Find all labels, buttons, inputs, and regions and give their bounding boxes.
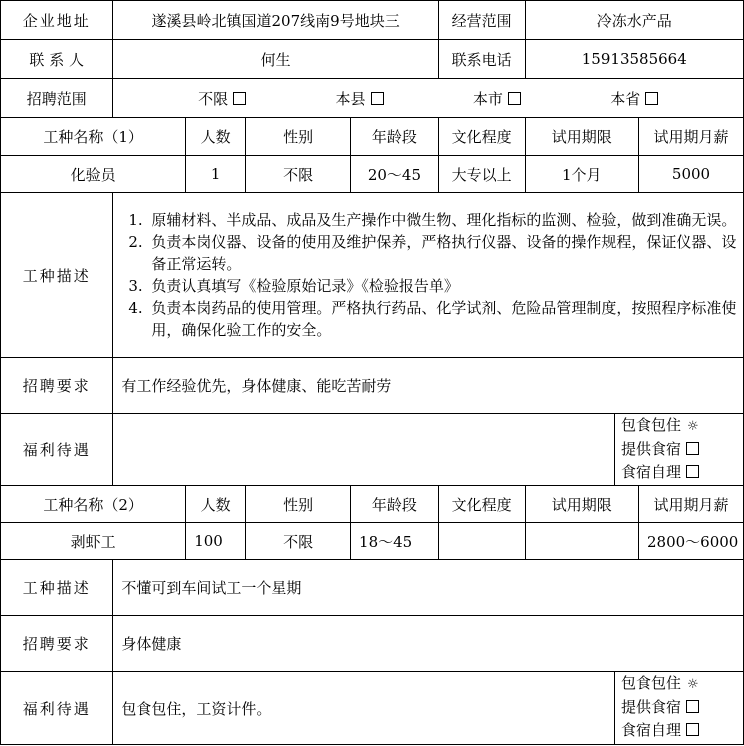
job1-count: 1 xyxy=(186,156,246,193)
job2-age: 18～45 xyxy=(351,523,439,560)
col-education: 文化程度 xyxy=(438,486,525,523)
col-gender: 性别 xyxy=(246,486,351,523)
job2-benefit-options xyxy=(614,672,743,744)
col-age: 年龄段 xyxy=(351,118,439,156)
col-count: 人数 xyxy=(186,118,246,156)
col-probation-salary: 试用期月薪 xyxy=(639,118,744,156)
col-probation-salary: 试用期月薪 xyxy=(639,486,744,523)
benefit-option-room-board[interactable]: 包食包住 ☼ xyxy=(621,414,743,438)
company-address-value: 遂溪县岭北镇国道207线南9号地块三 xyxy=(113,1,438,40)
job1-probation: 1个月 xyxy=(525,156,638,193)
range-option-unlimited[interactable]: 不限 xyxy=(198,88,246,109)
range-option-county[interactable]: 本县 xyxy=(335,88,383,109)
list-item: 1. 原辅材料、半成品、成品及生产操作中微生物、理化指标的监测、检验，做到准确无误。 xyxy=(147,209,737,231)
col-probation: 试用期限 xyxy=(525,118,638,156)
checkbox-icon[interactable] xyxy=(686,723,699,736)
col-probation: 试用期限 xyxy=(525,486,638,523)
job2-title-label: 工种名称（2） xyxy=(1,486,186,523)
benefit-option-provided[interactable]: 提供食宿 xyxy=(621,696,743,719)
benefit-option-self[interactable]: 食宿自理 xyxy=(621,461,743,484)
sun-icon: ☼ xyxy=(687,677,699,692)
job2-name: 剥虾工 xyxy=(1,523,186,560)
job1-req-label: 招聘要求 xyxy=(1,358,113,414)
job2-desc-label: 工种描述 xyxy=(1,560,113,616)
job2-requirements: 身体健康 xyxy=(113,616,744,672)
job2-probation-salary: 2800～6000 xyxy=(639,523,744,560)
business-scope-label: 经营范围 xyxy=(438,1,525,40)
business-scope-value: 冷冻水产品 xyxy=(525,1,743,40)
job2-benefit-label: 福利待遇 xyxy=(1,672,113,745)
range-option-city[interactable]: 本市 xyxy=(473,88,521,109)
job1-title-label: 工种名称（1） xyxy=(1,118,186,156)
col-count: 人数 xyxy=(186,486,246,523)
job1-benefit-options xyxy=(614,414,743,485)
job1-requirements: 有工作经验优先，身体健康、能吃苦耐劳 xyxy=(113,358,744,414)
checkbox-icon[interactable] xyxy=(645,92,658,105)
list-item: 4. 负责本岗药品的使用管理。严格执行药品、化学试剂、危险品管理制度，按照程序标准使用，确保化验工作的安全。 xyxy=(147,297,737,341)
benefit-option-room-board[interactable]: 包食包住 ☼ xyxy=(621,672,743,696)
company-address-label: 企业地址 xyxy=(1,1,113,40)
checkbox-icon[interactable] xyxy=(233,92,246,105)
col-education: 文化程度 xyxy=(438,118,525,156)
recruit-range-label: 招聘范围 xyxy=(1,79,113,118)
list-item: 3. 负责认真填写《检验原始记录》《检验报告单》 xyxy=(147,275,737,297)
job1-desc xyxy=(113,193,744,358)
job2-req-label: 招聘要求 xyxy=(1,616,113,672)
job2-desc: 不懂可到车间试工一个星期 xyxy=(113,560,744,616)
job2-benefit-text: 包食包住，工资计件。 xyxy=(121,699,272,718)
job2-count: 100 xyxy=(186,523,246,560)
contact-label: 联 系 人 xyxy=(1,40,113,79)
job1-probation-salary: 5000 xyxy=(639,156,744,193)
job2-benefits xyxy=(113,672,744,745)
list-item: 2. 负责本岗仪器、设备的使用及维护保养，严格执行仪器、设备的操作规程，保证仪器、设备正常运转。 xyxy=(147,231,737,275)
job1-name: 化验员 xyxy=(1,156,186,193)
checkbox-icon[interactable] xyxy=(371,92,384,105)
job2-gender: 不限 xyxy=(246,523,351,560)
job2-probation xyxy=(525,523,638,560)
job1-benefit-label: 福利待遇 xyxy=(1,414,113,486)
job1-desc-label: 工种描述 xyxy=(1,193,113,358)
col-gender: 性别 xyxy=(246,118,351,156)
job1-education: 大专以上 xyxy=(438,156,525,193)
phone-label: 联系电话 xyxy=(438,40,525,79)
job1-benefits xyxy=(113,414,744,486)
range-option-province[interactable]: 本省 xyxy=(610,88,658,109)
checkbox-icon[interactable] xyxy=(686,465,699,478)
contact-value: 何生 xyxy=(113,40,438,79)
checkbox-icon[interactable] xyxy=(686,442,699,455)
checkbox-icon[interactable] xyxy=(686,700,699,713)
recruit-range-options xyxy=(113,79,744,118)
job1-desc-list xyxy=(113,209,737,341)
job1-age: 20～45 xyxy=(351,156,439,193)
benefit-option-provided[interactable]: 提供食宿 xyxy=(621,438,743,461)
checkbox-icon[interactable] xyxy=(508,92,521,105)
sun-icon: ☼ xyxy=(687,419,699,434)
job1-gender: 不限 xyxy=(246,156,351,193)
job2-education xyxy=(438,523,525,560)
col-age: 年龄段 xyxy=(351,486,439,523)
phone-value: 15913585664 xyxy=(525,40,743,79)
benefit-option-self[interactable]: 食宿自理 xyxy=(621,719,743,742)
job1-benefit-text xyxy=(113,414,614,485)
